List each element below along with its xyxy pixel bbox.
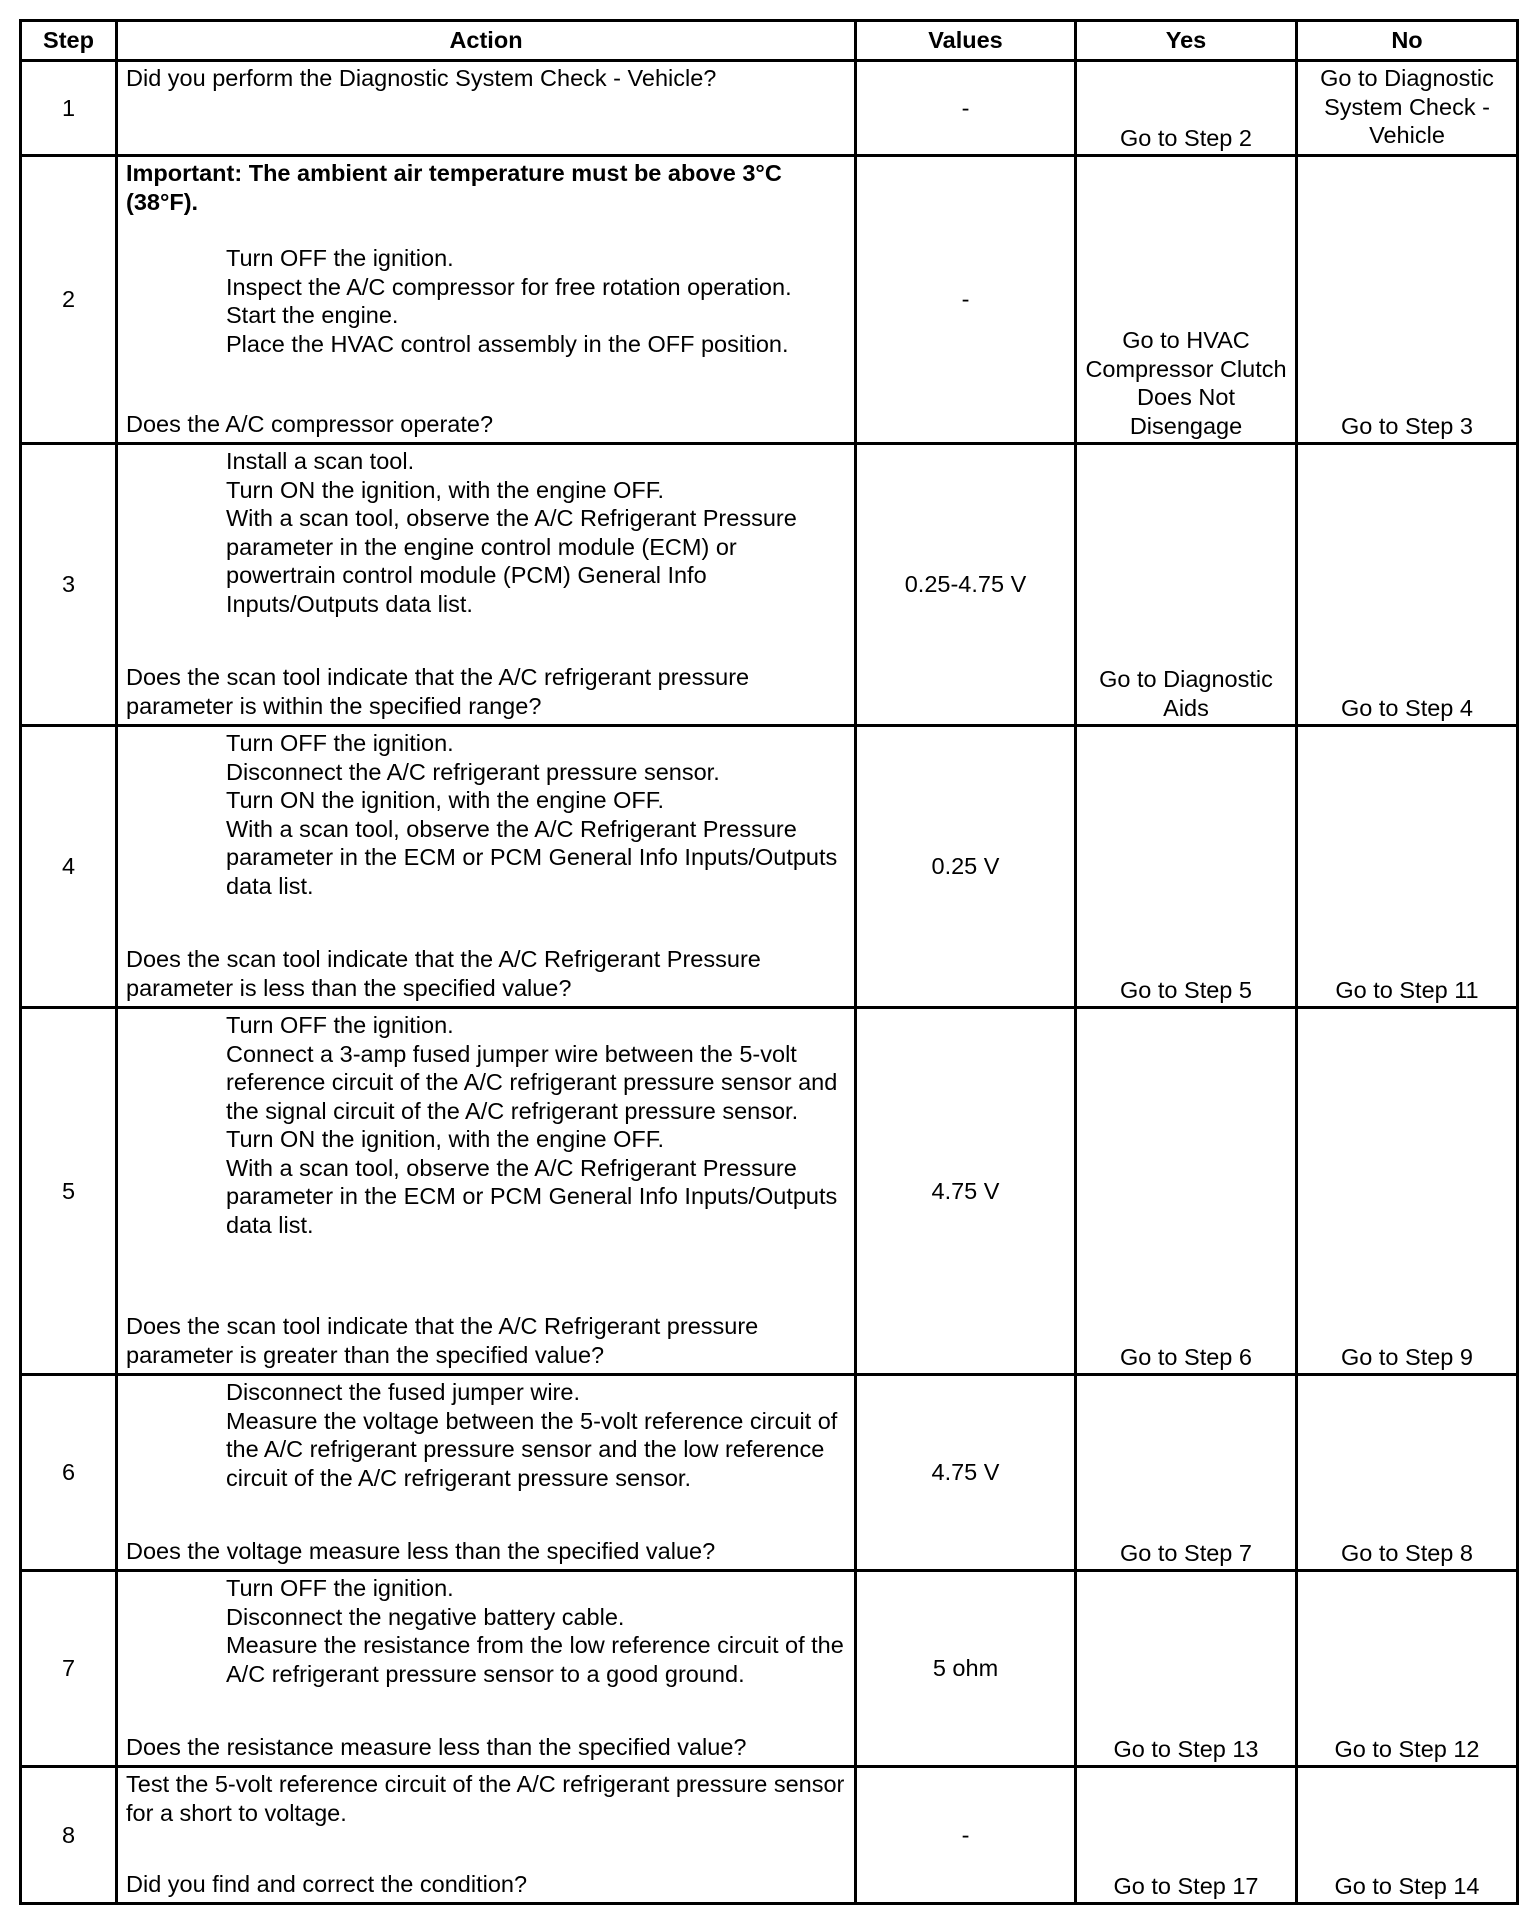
question-text: Did you find and correct the condition? (126, 1870, 528, 1897)
substep: Measure the resistance from the low reference circuit of the A/C refrigerant pressure sensor to a good ground. (226, 1632, 844, 1687)
step-number: 2 (21, 156, 117, 444)
no-cell: Go to Diagnostic System Check - Vehicle (1297, 61, 1518, 156)
table-row (21, 726, 1518, 1008)
table-row (21, 1008, 1518, 1375)
substep-list (126, 1011, 846, 1239)
yes-cell: Go to Step 13 (1076, 1571, 1297, 1767)
table-row (21, 61, 1518, 156)
value-cell: 4.75 V (856, 1008, 1076, 1375)
substep: Inspect the A/C compressor for free rotation operation. (226, 273, 792, 300)
step-number: 4 (21, 726, 117, 1008)
substep: Start the engine. (226, 302, 399, 328)
substep: Disconnect the negative battery cable. (226, 1603, 625, 1630)
yes-cell: Go to HVAC Compressor Clutch Does Not Disengage (1076, 156, 1297, 444)
table-row (21, 1571, 1518, 1767)
no-cell: Go to Step 11 (1297, 726, 1518, 1008)
step-number: 1 (21, 61, 117, 156)
action-cell (117, 726, 856, 1008)
substep: Disconnect the A/C refrigerant pressure sensor. (226, 758, 720, 785)
step-number: 7 (21, 1571, 117, 1767)
substep: With a scan tool, observe the A/C Refrigerant Pressure parameter in the engine control module (ECM) or powertrain control module (PCM) General Info Inputs/Outputs data list. (226, 505, 797, 617)
table-row (21, 1767, 1518, 1904)
substep-list (126, 244, 846, 358)
action-text: Test the 5-volt reference circuit of the A/C refrigerant pressure sensor for a short to voltage. (126, 1771, 845, 1826)
step-number: 5 (21, 1008, 117, 1375)
substep: Connect a 3-amp fused jumper wire between the 5-volt reference circuit of the A/C refrigerant pressure sensor and the signal circuit of the A/C refrigerant pressure sensor. (226, 1040, 838, 1124)
diagnostic-table (19, 19, 1519, 1905)
action-cell (117, 1571, 856, 1767)
substep: Disconnect the fused jumper wire. (226, 1379, 580, 1405)
substep: Place the HVAC control assembly in the OFF position. (226, 330, 789, 357)
header-step: Step (21, 21, 117, 61)
header-action: Action (117, 21, 856, 61)
question-text: Does the A/C compressor operate? (126, 410, 494, 437)
substep: Turn ON the ignition, with the engine OFF. (226, 1126, 665, 1152)
substep: Turn ON the ignition, with the engine OFF. (226, 787, 665, 813)
yes-cell: Go to Step 17 (1076, 1767, 1297, 1904)
value-cell: - (856, 61, 1076, 156)
substep-list (126, 447, 846, 618)
substep: Measure the voltage between the 5-volt reference circuit of the A/C refrigerant pressure sensor and the low reference circuit of the A/C refrigerant pressure sensor. (226, 1407, 838, 1491)
value-cell: 5 ohm (856, 1571, 1076, 1767)
substep: Turn OFF the ignition. (226, 730, 454, 756)
action-cell (117, 1767, 856, 1904)
substep: With a scan tool, observe the A/C Refrigerant Pressure parameter in the ECM or PCM General Info Inputs/Outputs data list. (226, 1154, 838, 1238)
substep: Turn OFF the ignition. (226, 245, 454, 271)
value-cell: 0.25-4.75 V (856, 444, 1076, 726)
step-number: 3 (21, 444, 117, 726)
question-text: Does the scan tool indicate that the A/C Refrigerant pressure parameter is greater than the specified value? (126, 1313, 759, 1368)
substep: Turn ON the ignition, with the engine OFF. (226, 476, 665, 503)
action-cell (117, 61, 856, 156)
no-cell: Go to Step 8 (1297, 1375, 1518, 1571)
header-values: Values (856, 21, 1076, 61)
table-row (21, 156, 1518, 444)
value-cell: - (856, 1767, 1076, 1904)
value-cell: 4.75 V (856, 1375, 1076, 1571)
no-cell: Go to Step 9 (1297, 1008, 1518, 1375)
yes-cell: Go to Diagnostic Aids (1076, 444, 1297, 726)
substep: Turn OFF the ignition. (226, 1575, 454, 1601)
header-row (21, 21, 1518, 61)
action-cell (117, 444, 856, 726)
value-cell: - (856, 156, 1076, 444)
question-text: Does the resistance measure less than the specified value? (126, 1733, 747, 1760)
substep: Install a scan tool. (226, 448, 415, 474)
value-cell: 0.25 V (856, 726, 1076, 1008)
yes-cell: Go to Step 6 (1076, 1008, 1297, 1375)
table-row (21, 1375, 1518, 1571)
action-cell (117, 1375, 856, 1571)
important-note: Important: The ambient air temperature must be above 3°C (38°F). (126, 160, 782, 215)
question-text: Does the voltage measure less than the specified value? (126, 1537, 716, 1564)
no-cell: Go to Step 14 (1297, 1767, 1518, 1904)
action-cell (117, 1008, 856, 1375)
no-cell: Go to Step 4 (1297, 444, 1518, 726)
substep: Turn OFF the ignition. (226, 1012, 454, 1038)
substep: With a scan tool, observe the A/C Refrigerant Pressure parameter in the ECM or PCM General Info Inputs/Outputs data list. (226, 815, 838, 899)
action-cell (117, 156, 856, 444)
question-text: Does the scan tool indicate that the A/C refrigerant pressure parameter is within the specified range? (126, 664, 750, 719)
substep-list (126, 1378, 846, 1492)
header-yes: Yes (1076, 21, 1297, 61)
step-number: 8 (21, 1767, 117, 1904)
no-cell: Go to Step 3 (1297, 156, 1518, 444)
header-no: No (1297, 21, 1518, 61)
substep-list (126, 1574, 846, 1688)
no-cell: Go to Step 12 (1297, 1571, 1518, 1767)
yes-cell: Go to Step 7 (1076, 1375, 1297, 1571)
substep-list (126, 729, 846, 900)
yes-cell: Go to Step 2 (1076, 61, 1297, 156)
yes-cell: Go to Step 5 (1076, 726, 1297, 1008)
question-text: Does the scan tool indicate that the A/C Refrigerant Pressure parameter is less than the specified value? (126, 946, 761, 1001)
action-text: Did you perform the Diagnostic System Check - Vehicle? (126, 65, 717, 91)
step-number: 6 (21, 1375, 117, 1571)
table-row (21, 444, 1518, 726)
